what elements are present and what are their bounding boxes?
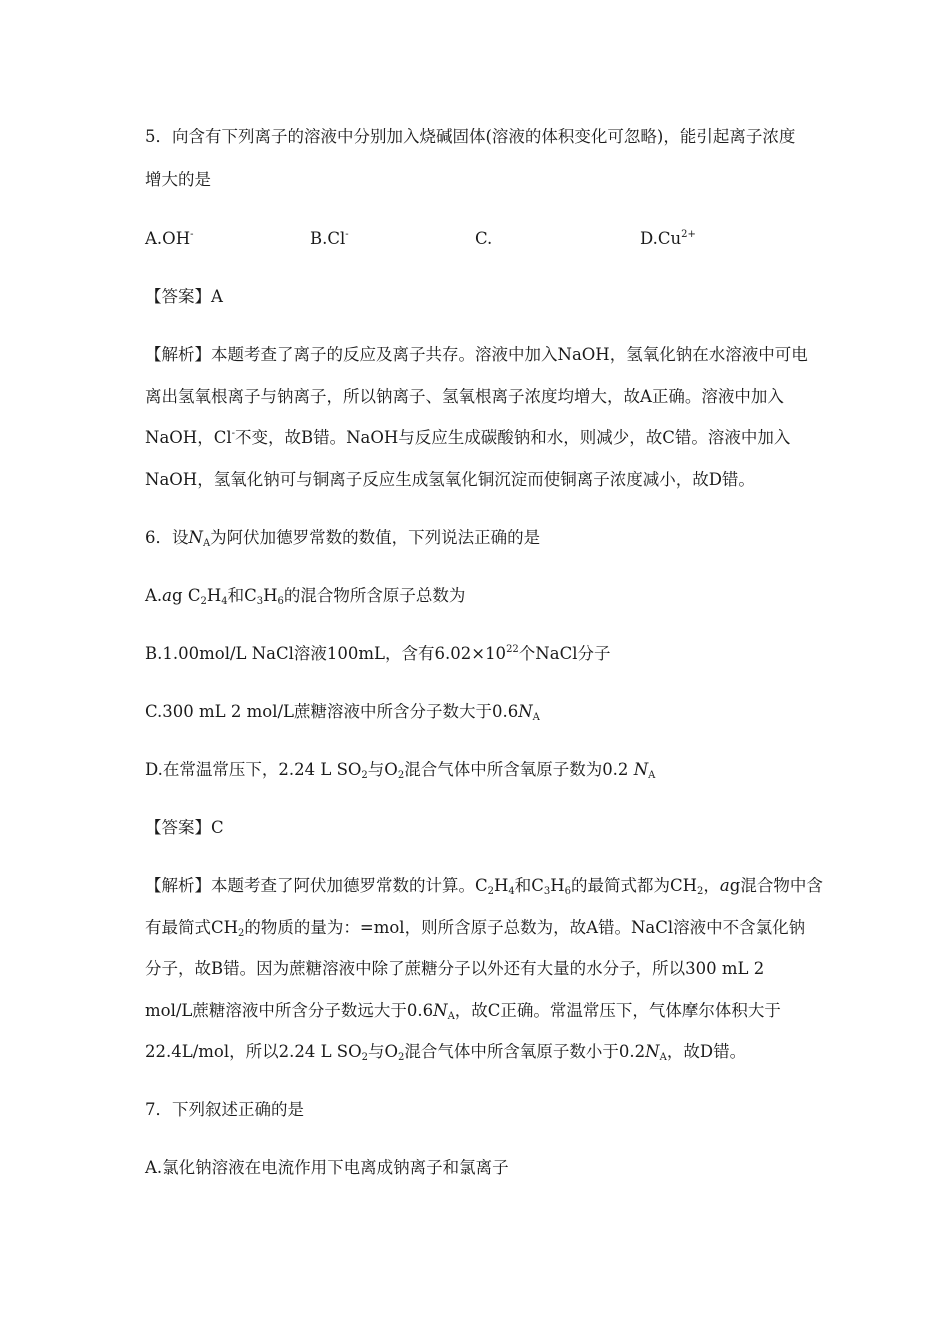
q6-analysis-line2: 有最简式$CH_2$的物质的量为：=mol，则所含原子总数为，故A错。NaCl溶液中不含氯化钠 — [145, 918, 806, 939]
q5-analysis-line4: NaOH，氢氧化钠可与铜离子反应生成氢氧化铜沉淀而使铜离子浓度减小，故D错。 — [145, 470, 755, 489]
q5-option-c: C. — [475, 229, 493, 248]
q5-stem-line2: 增大的是 — [145, 170, 211, 189]
q6-option-b: B.1.00mol/L NaCl溶液100mL，含有$6.02\times 10^{22}$个NaCl分子 — [145, 644, 611, 663]
q6-option-d: D.在常温常压下，2.24 L $SO_2$与$O_2$混合气体中所含氧原子数为0.2 $N_A$ — [145, 760, 656, 781]
q5-stem-line1: 5．向含有下列离子的溶液中分别加入烧碱固体(溶液的体积变化可忽略)，能引起离子浓度 — [145, 127, 796, 146]
q6-stem: 6．设$N_A$为阿伏加德罗常数的数值，下列说法正确的是 — [145, 528, 541, 549]
q5-option-a: A.OH- — [145, 229, 194, 248]
q6-option-a: A.ag $C_2H_4$和$C_3H_6$的混合物所含原子总数为 — [145, 586, 466, 607]
q6-option-c: C.300 mL 2 mol/L蔗糖溶液中所含分子数大于$0.6N_A$ — [145, 702, 540, 723]
q5-answer: 【答案】A — [145, 287, 223, 306]
q6-analysis-line1: 【解析】本题考查了阿伏加德罗常数的计算。$C_2H_4$和$C_3H_6$的最简式都为$CH_2$，ag混合物中含 — [145, 876, 823, 897]
q5-analysis-line3: NaOH，Cl-不变，故B错。NaOH与反应生成碳酸钠和水，则减少，故C错。溶液中加入 — [145, 428, 791, 447]
q5-option-b: B.Cl- — [310, 229, 349, 248]
q6-analysis-line5: 22.4L/mol，所以2.24 L $SO_2$与$O_2$混合气体中所含氧原子数小于$0.2N_A$，故D错。 — [145, 1042, 747, 1063]
q7-stem: 7．下列叙述正确的是 — [145, 1100, 304, 1119]
q6-analysis-line4: mol/L蔗糖溶液中所含分子数远大于$0.6N_A$，故C正确。常温常压下，气体摩尔体积大于 — [145, 1001, 781, 1022]
q5-option-d: $D.Cu^{2+}$ — [640, 229, 696, 248]
q5-analysis-line2: 离出氢氧根离子与钠离子，所以钠离子、氢氧根离子浓度均增大，故A正确。溶液中加入 — [145, 387, 784, 406]
q7-option-a: A.氯化钠溶液在电流作用下电离成钠离子和氯离子 — [145, 1158, 509, 1177]
q6-analysis-line3: 分子，故B错。因为蔗糖溶液中除了蔗糖分子以外还有大量的水分子，所以300 mL 2 — [145, 959, 765, 978]
q6-answer: 【答案】C — [145, 818, 224, 837]
q5-analysis-line1: 【解析】本题考查了离子的反应及离子共存。溶液中加入NaOH，氢氧化钠在水溶液中可电 — [145, 345, 808, 364]
